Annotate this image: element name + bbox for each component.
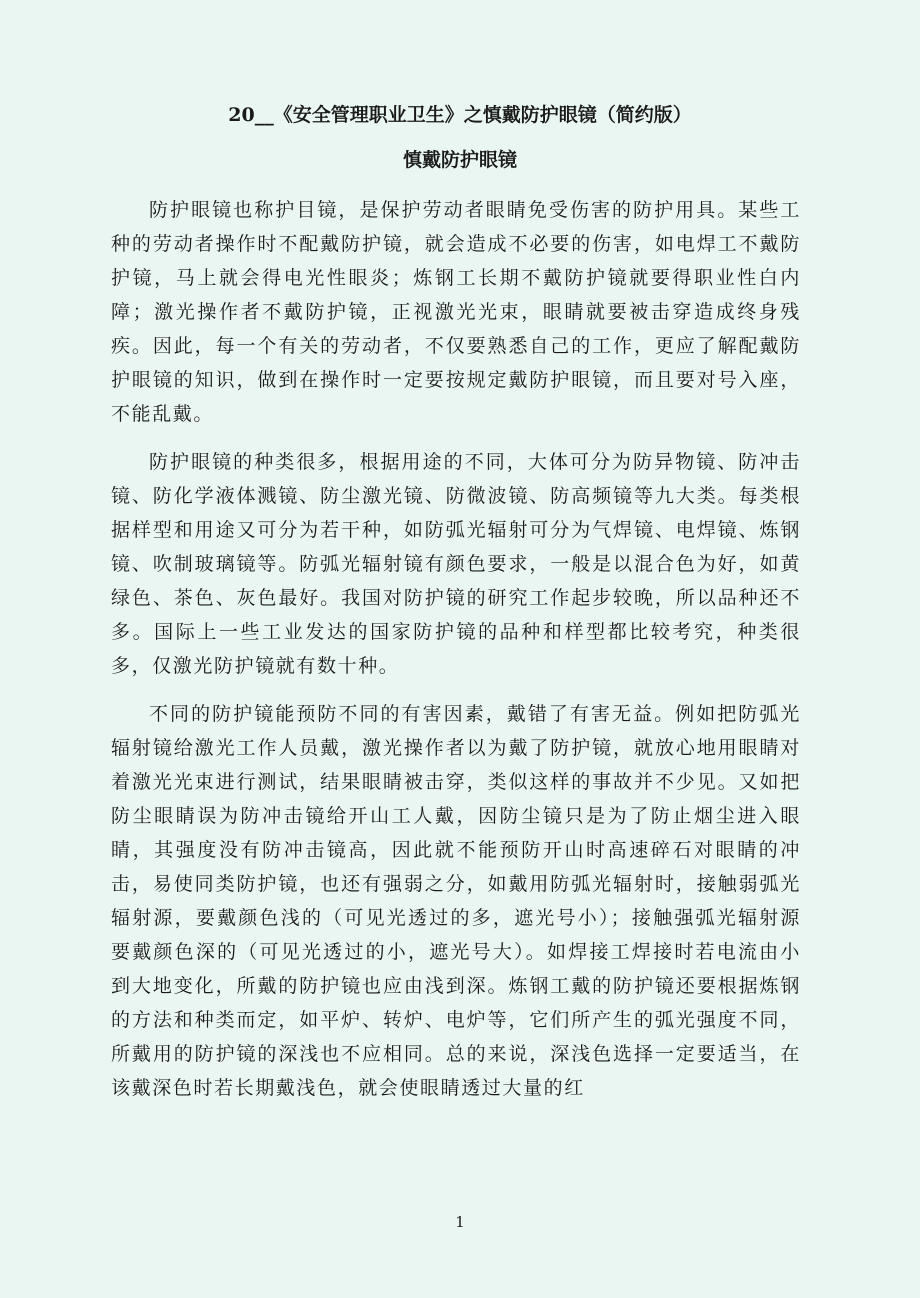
document-body: [111, 193, 801, 1119]
paragraph-2: 防护眼镜的种类很多，根据用途的不同，大体可分为防异物镜、防冲击镜、防化学液体溅镜、防尘激光镜、防微波镜、防高频镜等九大类。每类根据样型和用途又可分为若干种，如防弧光辐射可分为气焊镜、电焊镜、炼钢镜、吹制玻璃镜等。防弧光辐射镜有颜色要求，一般是以混合色为好，如黄绿色、茶色、灰色最好。我国对防护镜的研究工作起步较晚，所以品种还不多。国际上一些工业发达的国家防护镜的品种和样型都比较考究，种类很多，仅激光防护镜就有数十种。: [111, 451, 801, 677]
page-number: 1: [455, 1213, 465, 1231]
document-subtitle: 慎戴防护眼镜: [402, 149, 517, 171]
paragraph-3: 不同的防护镜能预防不同的有害因素，戴错了有害无益。例如把防弧光辐射镜给激光工作人员戴，激光操作者以为戴了防护镜，就放心地用眼睛对着激光光束进行测试，结果眼睛被击穿，类似这样的事故并不少见。又如把防尘眼睛误为防冲击镜给开山工人戴，因防尘镜只是为了防止烟尘进入眼睛，其强度没有防冲击镜高，因此就不能预防开山时高速碎石对眼睛的冲击，易使同类防护镜，也还有强弱之分，如戴用防弧光辐射时，接触弱弧光辐射源，要戴颜色浅的（可见光透过的多，遮光号小）；接触强弧光辐射源要戴颜色深的（可见光透过的小，遮光号大）。如焊接工焊接时若电流由小到大地变化，所戴的防护镜也应由浅到深。炼钢工戴的防护镜还要根据炼钢的方法和种类而定，如平炉、转炉、电炉等，它们所产生的弧光强度不同，所戴用的防护镜的深浅也不应相同。总的来说，深浅色选择一定要适当，在该戴深色时若长期戴浅色，就会使眼睛透过大量的红: [111, 703, 801, 1099]
document-title: 20__《安全管理职业卫生》之慎戴防护眼镜（简约版）: [228, 104, 692, 126]
paragraph-1: 防护眼镜也称护目镜，是保护劳动者眼睛免受伤害的防护用具。某些工种的劳动者操作时不配戴防护镜，就会造成不必要的伤害，如电焊工不戴防护镜，马上就会得电光性眼炎；炼钢工长期不戴防护镜就要得职业性白内障；激光操作者不戴防护镜，正视激光光束，眼睛就要被击穿造成终身残疾。因此，每一个有关的劳动者，不仅要熟悉自己的工作，更应了解配戴防护眼镜的知识，做到在操作时一定要按规定戴防护眼镜，而且要对号入座，不能乱戴。: [111, 199, 801, 425]
